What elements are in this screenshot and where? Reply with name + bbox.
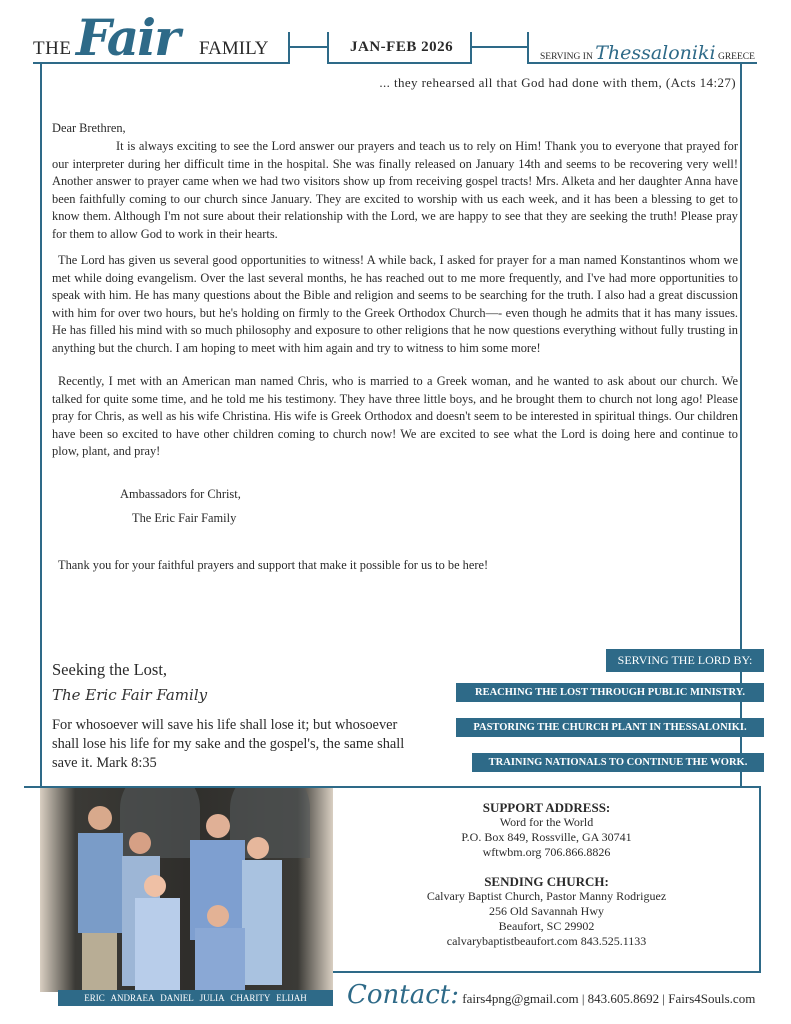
support-line: P.O. Box 849, Rossville, GA 30741 <box>461 830 632 844</box>
serving-location <box>540 42 755 64</box>
header-divider <box>527 32 529 64</box>
country-name: GREECE <box>717 52 755 62</box>
serving-item: TRAINING NATIONALS TO CONTINUE THE WORK. <box>472 753 764 772</box>
family-photo-illustration <box>40 788 333 992</box>
mark-verse: For whosoever will save his life shall lose it; but whosoever shall lose his life for my sake and the gospel's, the same shall save it. Mark 8:35 <box>52 717 405 771</box>
frame-right <box>740 63 742 788</box>
letter-paragraph-3: Recently, I met with an American man named Chris, who is married to a Greek woman, and he wanted to ask about our church. We talked for quite some time, and he told me his testimony. They have three little boys, and he brought them to church not long ago! Please pray for Chris, as well as his wife Christina. His wife is Greek Orthodox and doesn't seem to be interested in spiritual things. Our children have been so excited to have other children coming to church now! We are excited to see what the Lord is doing here and continue to plow, plant, and pray! <box>52 374 738 459</box>
sending-line: Beaufort, SC 29902 <box>498 919 595 933</box>
header-rule <box>327 62 471 64</box>
header-divider <box>470 32 472 64</box>
frame-left <box>40 63 42 788</box>
serving-title: SERVING THE LORD BY: <box>606 649 764 672</box>
letter-signature: The Eric Fair Family <box>132 511 237 525</box>
city-name: Thessaloniki <box>595 42 716 64</box>
contact-details: fairs4png@gmail.com | 843.605.8692 | Fairs4Souls.com <box>462 991 756 1006</box>
serving-in-label: SERVING IN <box>540 52 593 62</box>
letter-paragraph-1: It is always exciting to see the Lord answer our prayers and teach us to rely on Him! Thank you to everyone that prayed for our interpreter during her difficult time in the hospital. She was finally released on January 14th and seems to be recovering very well! Another answer to prayer came when we had two visitors show up from receiving gospel tracts! Mrs. Alketa and her daughter Anna have been faithfully coming to our church since January. They are excited to worship with us each week, and it has been a blessing to get to know them. Although I'm not sure about their relationship with the Lord, we are happy to see that they are seeking the truth! Please pray for them to allow God to work in their hearts. <box>52 139 738 241</box>
sending-line: calvarybaptistbeaufort.com 843.525.1133 <box>446 934 647 948</box>
serving-item: REACHING THE LOST THROUGH PUBLIC MINISTRY. <box>456 683 764 702</box>
support-line: Word for the World <box>499 815 594 829</box>
contact-line <box>347 980 755 1010</box>
header-divider <box>470 46 528 48</box>
bottom-box-bottom <box>333 971 761 973</box>
sending-line: Calvary Baptist Church, Pastor Manny Rodriguez <box>426 889 667 903</box>
letter-thanks: Thank you for your faithful prayers and support that make it possible for us to be here! <box>58 558 489 572</box>
letter-greeting: Dear Brethren, <box>52 121 126 135</box>
support-address <box>333 800 760 949</box>
header-divider <box>288 32 290 64</box>
serving-item: PASTORING THE CHURCH PLANT IN THESSALONIKI. <box>456 718 764 737</box>
seeking-the-lost: Seeking the Lost, <box>52 660 168 679</box>
family-photo <box>40 788 333 992</box>
header-divider <box>327 32 329 64</box>
contact-label: Contact: <box>347 980 460 1010</box>
header-divider <box>288 46 328 48</box>
letter-closing: Ambassadors for Christ, <box>120 487 241 501</box>
support-line: wftwbm.org 706.866.8826 <box>482 845 611 859</box>
masthead-the: THE <box>33 38 72 59</box>
letter-paragraph-2: The Lord has given us several good opportunities to witness! A while back, I asked for prayer for a man named Konstantinos whom we met while doing evangelism. Over the last several months, he has reached out to me more frequently, and I've had more opportunities to speak with him. He has many questions about the Bible and religion and seems to be searching for the truth. I also had a great discussion with him for over two hours, but he's holding on firmly to the Greek Orthodox Church—- even though he admits that it has many issues. He has filled his mind with so much philosophy and exposure to other religions that he now questions everything without fully trusting in anything but the church. I am hoping to meet with him again and try to witness to him some more! <box>52 253 738 355</box>
sending-heading: SENDING CHURCH: <box>484 874 609 889</box>
masthead-fair-logo: Fair <box>76 8 179 67</box>
header-verse: ... they rehearsed all that God had done with them, (Acts 14:27) <box>379 75 736 90</box>
support-heading: SUPPORT ADDRESS: <box>482 800 611 815</box>
issue-date: JAN-FEB 2026 <box>350 39 454 55</box>
family-names-caption: ERIC ANDRAEA DANIEL JULIA CHARITY ELIJAH <box>58 990 333 1006</box>
masthead-family: FAMILY <box>199 38 269 59</box>
sending-line: 256 Old Savannah Hwy <box>489 904 604 918</box>
script-signature: The Eric Fair Family <box>52 686 208 704</box>
